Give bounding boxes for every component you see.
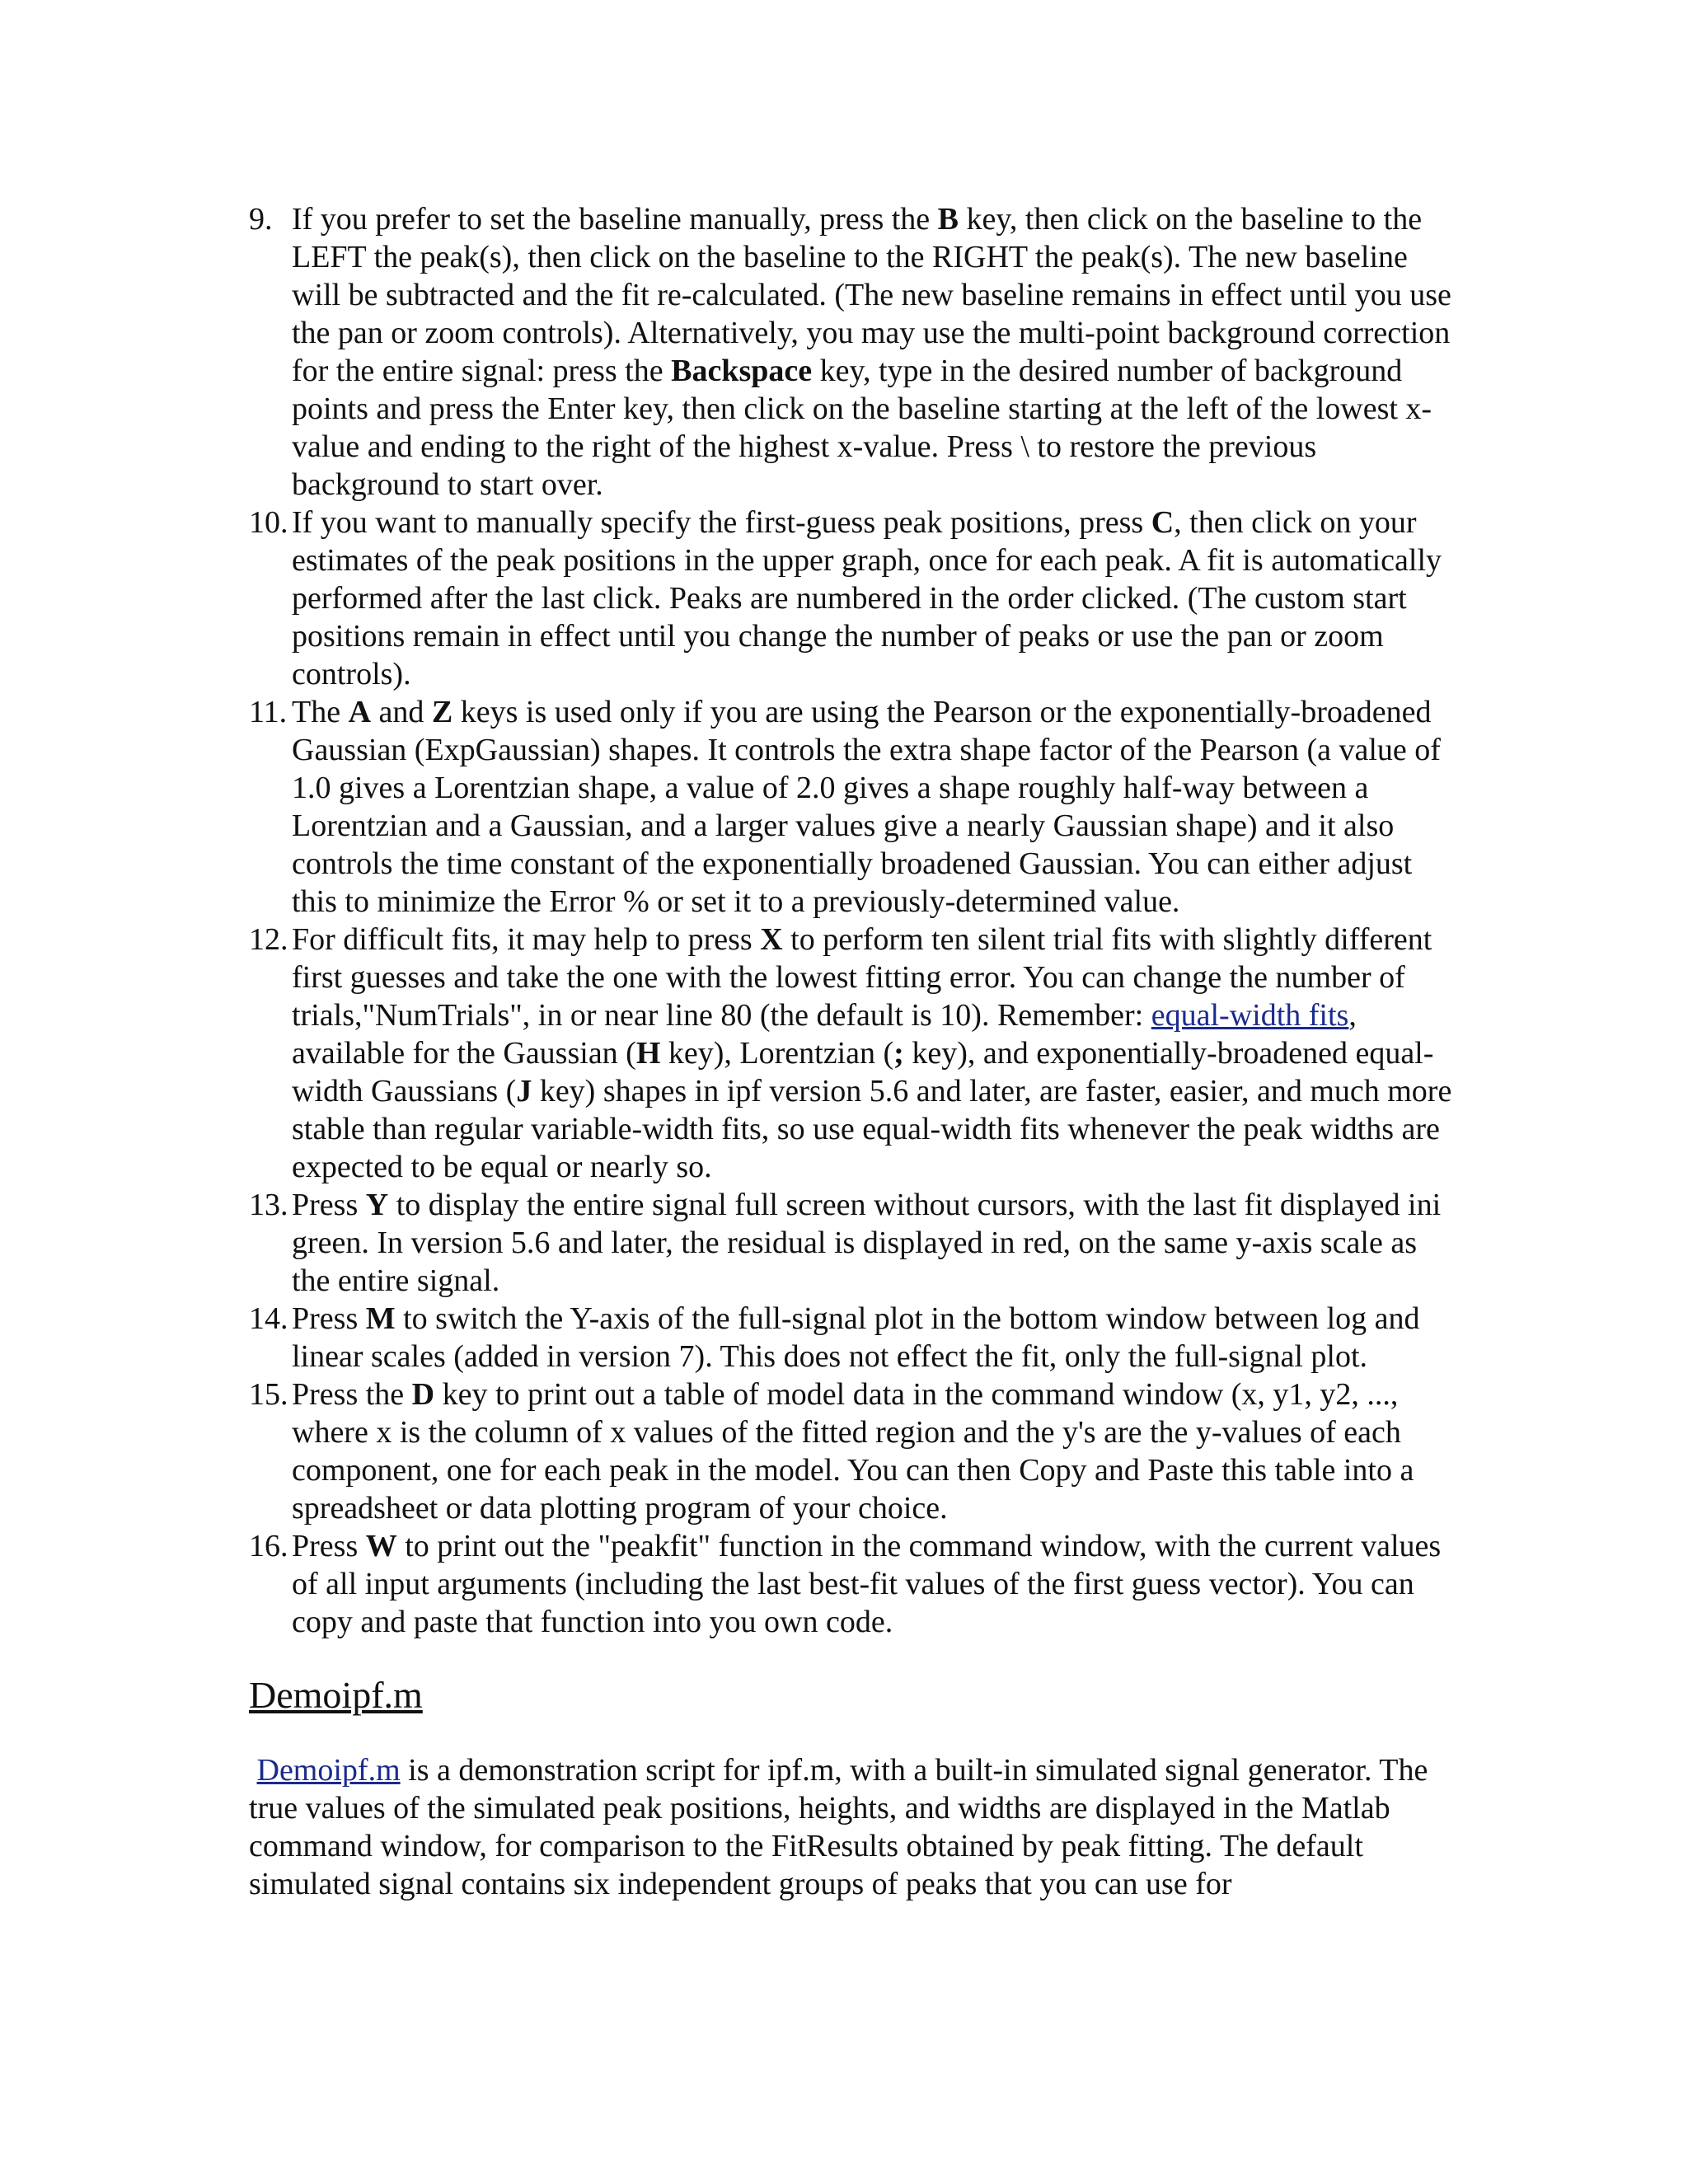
list-item — [249, 1376, 1452, 1527]
page-content — [249, 200, 1452, 1903]
key-name: Z — [431, 695, 453, 729]
list-item-text: to print out the "peakfit" function in the command window, with the current values of all input arguments (including the last best-fit values of the first guess vector). You can copy and paste that function into you own code. — [292, 1529, 1442, 1639]
list-item-text: to perform ten silent trial fits with slightly different first guesses and take the one with the lowest fitting error. You can change the number of trials,"NumTrials", in or near line 80 (the default is 10). Remember: — [292, 922, 1432, 1033]
key-name: Y — [365, 1188, 389, 1222]
list-item-text: , available for the Gaussian ( — [292, 998, 1357, 1071]
list-item-text: key, then click on the baseline to the LEFT the peak(s), then click on the baseline to the RIGHT the peak(s). The new baseline will be subtracted and the fit re-calculated. (The new baseline remains in effect until you use the pan or zoom controls). Alternatively, you may use the multi-point background correction for the entire signal: press the — [292, 202, 1451, 388]
list-item-number: 11. — [249, 695, 288, 729]
list-item-text: Press the — [292, 1377, 412, 1412]
list-item-text: The — [292, 695, 349, 729]
list-item-number: 10. — [249, 505, 288, 540]
list-item-number: 12. — [249, 922, 288, 957]
list-item-text: key), and exponentially-broadened equal-width Gaussians ( — [292, 1036, 1434, 1108]
section-heading: Demoipf.m — [249, 1674, 423, 1716]
key-name: X — [760, 922, 783, 957]
list-item-text: key to print out a table of model data in the command window (x, y1, y2, ..., where x is the column of x values of the fitted region and the y's are the y-values of each component, one for each peak in the model. You can then Copy and Paste this table into a spreadsheet or data plotting program of your choice. — [292, 1377, 1414, 1526]
list-item-number: 9. — [249, 202, 273, 237]
demoipf-link[interactable]: Demoipf.m — [256, 1753, 401, 1788]
key-name: B — [937, 202, 959, 237]
list-item-text: If you prefer to set the baseline manually, press the — [292, 202, 938, 237]
list-item — [249, 1186, 1452, 1300]
list-item-text: and — [371, 695, 432, 729]
list-item-text: key) shapes in ipf version 5.6 and later, are faster, easier, and much more stable than regular variable-width fits, so use equal-width fits whenever the peak widths are expected to be equal or nearly so. — [292, 1074, 1452, 1184]
numbered-list — [249, 200, 1452, 1641]
list-item-text: to display the entire signal full screen without cursors, with the last fit displayed ini green. In version 5.6 and later, the residual is displayed in red, on the same y-axis scale as the entire signal. — [292, 1188, 1442, 1298]
key-name: D — [411, 1377, 435, 1412]
list-item-number: 15. — [249, 1377, 288, 1412]
key-name: H — [635, 1036, 661, 1071]
list-item — [249, 921, 1452, 1186]
body-paragraph — [249, 1751, 1452, 1903]
paragraph-text: is a demonstration script for ipf.m, with a built-in simulated signal generator. The true values of the simulated peak positions, heights, and widths are displayed in the Matlab command window, for comparison to the FitResults obtained by peak fitting. The default simulated signal contains six independent groups of peaks that you can use for — [249, 1753, 1428, 1901]
list-item — [249, 1527, 1452, 1641]
key-name: C — [1151, 505, 1175, 540]
list-item-text: key, type in the desired number of background points and press the Enter key, then click on the baseline starting at the left of the lowest x-value and ending to the right of the highest x-value. Press \ to restore the previous background to start over. — [292, 354, 1432, 502]
key-name: ; — [893, 1036, 904, 1071]
key-name: W — [365, 1529, 397, 1563]
equal-width-fits-link[interactable]: equal-width fits — [1151, 998, 1349, 1033]
list-item — [249, 693, 1452, 921]
key-name: A — [348, 695, 372, 729]
list-item-text: , then click on your estimates of the peak positions in the upper graph, once for each peak. A fit is automatically performed after the last click. Peaks are numbered in the order clicked. (The custom start positions remain in effect until you change the number of peaks or use the pan or zoom controls). — [292, 505, 1442, 691]
list-item-text: to switch the Y-axis of the full-signal plot in the bottom window between log and linear scales (added in version 7). This does not effect the fit, only the full-signal plot. — [292, 1301, 1420, 1374]
list-item-text: For difficult fits, it may help to press — [292, 922, 761, 957]
list-item — [249, 504, 1452, 693]
key-name: M — [365, 1301, 396, 1336]
list-item-text: key), Lorentzian ( — [660, 1036, 894, 1071]
list-item-text: keys is used only if you are using the Pearson or the exponentially-broadened Gaussian (ExpGaussian) shapes. It controls the extra shape factor of the Pearson (a value of 1.0 gives a Lorentzian shape, a value of 2.0 gives a shape roughly half-way between a Lorentzian and a Gaussian, and a larger values give a nearly Gaussian shape) and it also controls the time constant of the exponentially broadened Gaussian. You can either adjust this to minimize the Error % or set it to a previously-determined value. — [292, 695, 1441, 919]
key-name: Backspace — [671, 354, 813, 388]
key-name: J — [516, 1074, 532, 1108]
list-item-number: 13. — [249, 1188, 288, 1222]
list-item-text: Press — [292, 1529, 366, 1563]
list-item-number: 16. — [249, 1529, 288, 1563]
list-item — [249, 200, 1452, 504]
list-item-number: 14. — [249, 1301, 288, 1336]
list-item — [249, 1300, 1452, 1376]
list-item-text: Press — [292, 1188, 366, 1222]
list-item-text: Press — [292, 1301, 366, 1336]
list-item-text: If you want to manually specify the first-guess peak positions, press — [292, 505, 1151, 540]
